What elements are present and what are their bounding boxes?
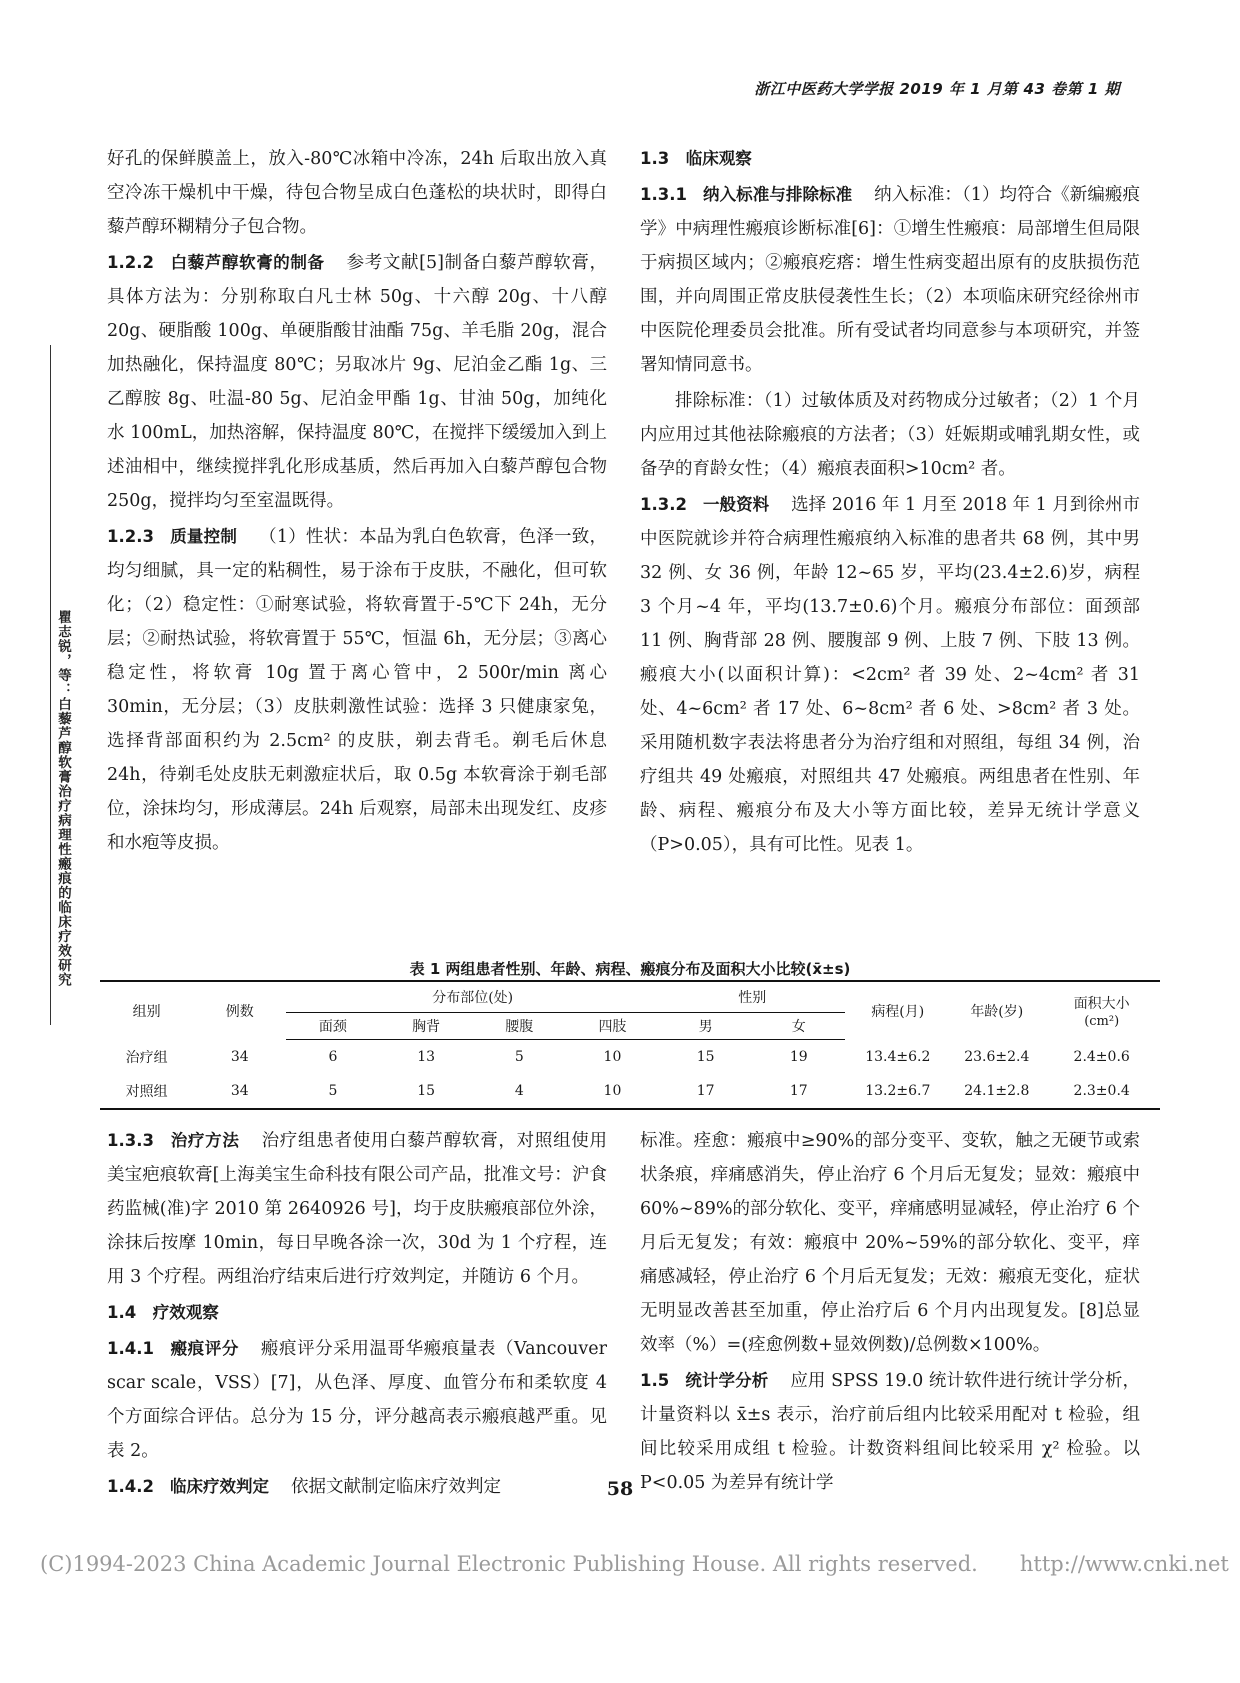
cell-course: 13.4±6.2 [865,1048,931,1065]
cell-male: 17 [696,1083,715,1099]
section-title: 统计学分析 [685,1371,769,1390]
section-title: 质量控制 [169,527,238,546]
header-area-label: 面积大小 [1073,995,1130,1012]
cell-male: 15 [696,1049,715,1065]
section-text: 纳入标准：（1）均符合《新编瘢痕学》中病理性瘢痕诊断标准[6]：①增生性瘢痕：局部增生但局限于病损区域内；②瘢痕疙瘩：增生性病变超出原有的皮肤损伤范围，并向周围正常皮肤侵袭性生长；（2）本项临床研究经徐州市中医院伦理委员会批准。所有受试者均同意参与本项研究，并签署知情同意书。 [640,185,1140,375]
cell-area: 2.4±0.6 [1073,1048,1130,1065]
section-text: （1）性状：本品为乳白色软膏，色泽一致，均匀细腻，具一定的粘稠性，易于涂布于皮肤，不融化，但可软化；（2）稳定性：①耐寒试验，将软膏置于-5℃下 24h，无分层；②耐热试验，将软膏置于 55℃，恒温 6h，无分层；③离心稳定性，将软膏 10g 置于离心管中，2 500r/min 离心 30min，无分层；（3）皮肤刺激性试验：选择 3 只健康家兔，选择背部面积约为 2.5cm² 的皮肤，剃去背毛。剃毛后休息 24h，待剃毛处皮肤无刺激症状后，取 0.5g 本软膏涂于剃毛部位，涂抹均匀，形成薄层。24h 后观察，局部未出现发红、皮疹和水疱等皮损。 [107,527,607,853]
section-number: 1.3.1 [640,185,687,204]
cell-age: 23.6±2.4 [964,1048,1030,1065]
cell-limbs: 10 [603,1049,622,1065]
header-face: 面颈 [286,1013,379,1040]
section-title: 白藜芦醇软膏的制备 [169,253,325,272]
table-1 [100,980,1160,1110]
section-title: 瘢痕评分 [169,1339,239,1358]
left-column-top [107,142,607,862]
section-text: 依据文献制定临床疗效判定 [290,1477,501,1497]
cell-face: 5 [328,1083,338,1099]
header-cases: 例数 [225,1003,254,1020]
right-column-bottom [640,1124,1140,1502]
section-number: 1.5 [640,1371,670,1390]
section-title: 一般资料 [702,495,770,514]
section-heading-1-3: 1.3 临床观察 [640,149,752,168]
section-number: 1.2.2 [107,253,154,272]
cell-chest: 15 [417,1083,436,1099]
header-limbs: 四肢 [566,1013,659,1040]
section-text: 应用 SPSS 19.0 统计软件进行统计学分析，计量资料以 x̄±s 表示，治疗前后组内比较采用配对 t 检验，组间比较采用成组 t 检验。计数资料组间比较采用 χ² 检验。以 P<0.05 为差异有统计学 [640,1371,1140,1493]
table-row [100,1040,1160,1075]
cell-cases: 34 [230,1048,249,1065]
section-1-3-2 [640,488,1140,862]
cell-area: 2.3±0.4 [1073,1083,1130,1099]
cell-cases: 34 [230,1083,249,1099]
table-row [100,1074,1160,1109]
cell-course: 13.2±6.7 [865,1083,931,1099]
section-text: 参考文献[5]制备白藜芦醇软膏，具体方法为：分别称取白凡士林 50g、十六醇 20g、十八醇 20g、硬脂酸 100g、单硬脂酸甘油酯 75g、羊毛脂 20g，混合加热融化，保持温度 80℃；另取冰片 9g、尼泊金乙酯 1g、三乙醇胺 8g、吐温-80 5g、尼泊金甲酯 1g、甘油 50g，加纯化水 100mL，加热溶解，保持温度 80℃，在搅拌下缓缓加入到上述油相中，继续搅拌乳化形成基质，然后再加入白藜芦醇包合物 250g，搅拌均匀至室温既得。 [107,253,607,511]
header-group: 组别 [132,1003,161,1020]
section-number: 1.3.2 [640,495,687,514]
header-area [1043,981,1160,1040]
section-number: 1.4.1 [107,1339,154,1358]
section-text: 选择 2016 年 1 月至 2018 年 1 月到徐州市中医院就诊并符合病理性瘢痕纳入标准的患者共 68 例，其中男 32 例、女 36 例，年龄 12~65 岁，平均(23.4±2.6)岁，病程 3 个月~4 年，平均(13.7±0.6)个月。瘢痕分布部位：面颈部 11 例、胸背部 28 例、腰腹部 9 例、上肢 7 例、下肢 13 例。瘢痕大小(以面积计算)：<2cm² 者 39 处、2~4cm² 者 31 处、4~6cm² 者 17 处、6~8cm² 者 6 处、>8cm² 者 3 处。采用随机数字表法将患者分为治疗组和对照组，每组 34 例，治疗组共 49 处瘢痕，对照组共 47 处瘢痕。两组患者在性别、年龄、病程、瘢痕分布及大小等方面比较，差异无统计学意义（P>0.05），具有可比性。见表 1。 [640,495,1141,855]
copyright-footer: (C)1994-2023 China Academic Journal Electronic Publishing House. All rights reserved. http://www.cnki.net [40,1552,1229,1576]
page-number: 58 [606,1478,634,1500]
journal-header: 浙江中医药大学学报 2019 年 1 月第 43 卷第 1 期 [754,80,1120,98]
paragraph: 好孔的保鲜膜盖上，放入-80℃冰箱中冷冻，24h 后取出放入真空冷冻干燥机中干燥，待包合物呈成白色蓬松的块状时，即得白藜芦醇环糊精分子包合物。 [107,149,607,237]
section-number: 1.2.3 [107,527,154,546]
exclusion-criteria: 排除标准：（1）过敏体质及对药物成分过敏者；（2）1 个月内应用过其他祛除瘢痕的方法者；（3）妊娠期或哺乳期女性，或备孕的育龄女性；（4）瘢痕表面积>10cm² 者。 [640,391,1140,479]
header-distribution: 分布部位(处) [286,981,659,1013]
section-number: 1.3.3 [107,1131,154,1150]
section-title: 治疗方法 [169,1131,240,1150]
cell-group: 对照组 [125,1084,168,1100]
section-1-3-1 [640,178,1140,382]
cell-age: 24.1±2.8 [964,1083,1030,1099]
cell-female: 17 [789,1083,808,1099]
cell-limbs: 10 [603,1083,622,1099]
section-1-2-2 [107,246,607,518]
header-chest: 胸背 [380,1013,473,1040]
header-waist: 腰腹 [473,1013,566,1040]
section-1-4-1 [107,1332,607,1468]
section-text: 治疗组患者使用白藜芦醇软膏，对照组使用美宝疤痕软膏[上海美宝生命科技有限公司产品，批准文号：沪食药监械(准)字 2010 第 2640926 号]，均于皮肤瘢痕部位外涂，涂抹后按摩 10min，每日早晚各涂一次，30d 为 1 个疗程，连用 3 个疗程。两组治疗结束后进行疗效判定，并随访 6 个月。 [107,1131,608,1287]
cell-waist: 5 [514,1049,524,1065]
section-title: 临床疗效判定 [169,1477,269,1496]
running-title: 瞿志锐，等：白藜芦醇软膏治疗病理性瘢痕的临床疗效研究 [55,610,71,987]
right-column-top [640,142,1140,864]
cell-chest: 13 [417,1049,436,1065]
section-text: 瘢痕评分采用温哥华瘢痕量表（Vancouver scar scale，VSS）[7]，从色泽、厚度、血管分布和柔软度 4 个方面综合评估。总分为 15 分，评分越高表示瘢痕越严重。见表 2。 [107,1339,608,1461]
section-heading-1-4: 1.4 疗效观察 [107,1303,219,1322]
sidebar-rule [50,345,51,1025]
paragraph: 标准。痊愈：瘢痕中≥90%的部分变平、变软，触之无硬节或索状条痕，痒痛感消失，停止治疗 6 个月后无复发；显效：瘢痕中 60%~89%的部分软化、变平，痒痛感明显减轻，停止治疗 6 个月后无复发；有效：瘢痕中 20%~59%的部分软化、变平，痒痛感减轻，停止治疗 6 个月后无复发；无效：瘢痕无变化，症状无明显改善甚至加重，停止治疗后 6 个月内出现复发。[8]总显效率（%）=(痊愈例数+显效例数)/总例数×100%。 [640,1131,1140,1355]
header-age: 年龄(岁) [970,1003,1024,1020]
header-course: 病程(月) [871,1003,925,1020]
header-male: 男 [659,1013,752,1040]
section-number: 1.4.2 [107,1477,154,1496]
section-1-2-3 [107,520,607,860]
header-area-unit: (cm²) [1084,1013,1120,1029]
cell-waist: 4 [514,1083,524,1099]
header-female: 女 [752,1013,845,1040]
section-1-3-3 [107,1124,607,1294]
cell-face: 6 [328,1049,338,1065]
left-column-bottom [107,1124,607,1506]
table-title: 表 1 两组患者性别、年龄、病程、瘢痕分布及面积大小比较(x̄±s) [409,960,851,978]
section-title: 纳入标准与排除标准 [702,185,853,204]
header-sex: 性别 [659,981,845,1013]
cell-group: 治疗组 [125,1049,168,1066]
cell-female: 19 [789,1049,808,1065]
